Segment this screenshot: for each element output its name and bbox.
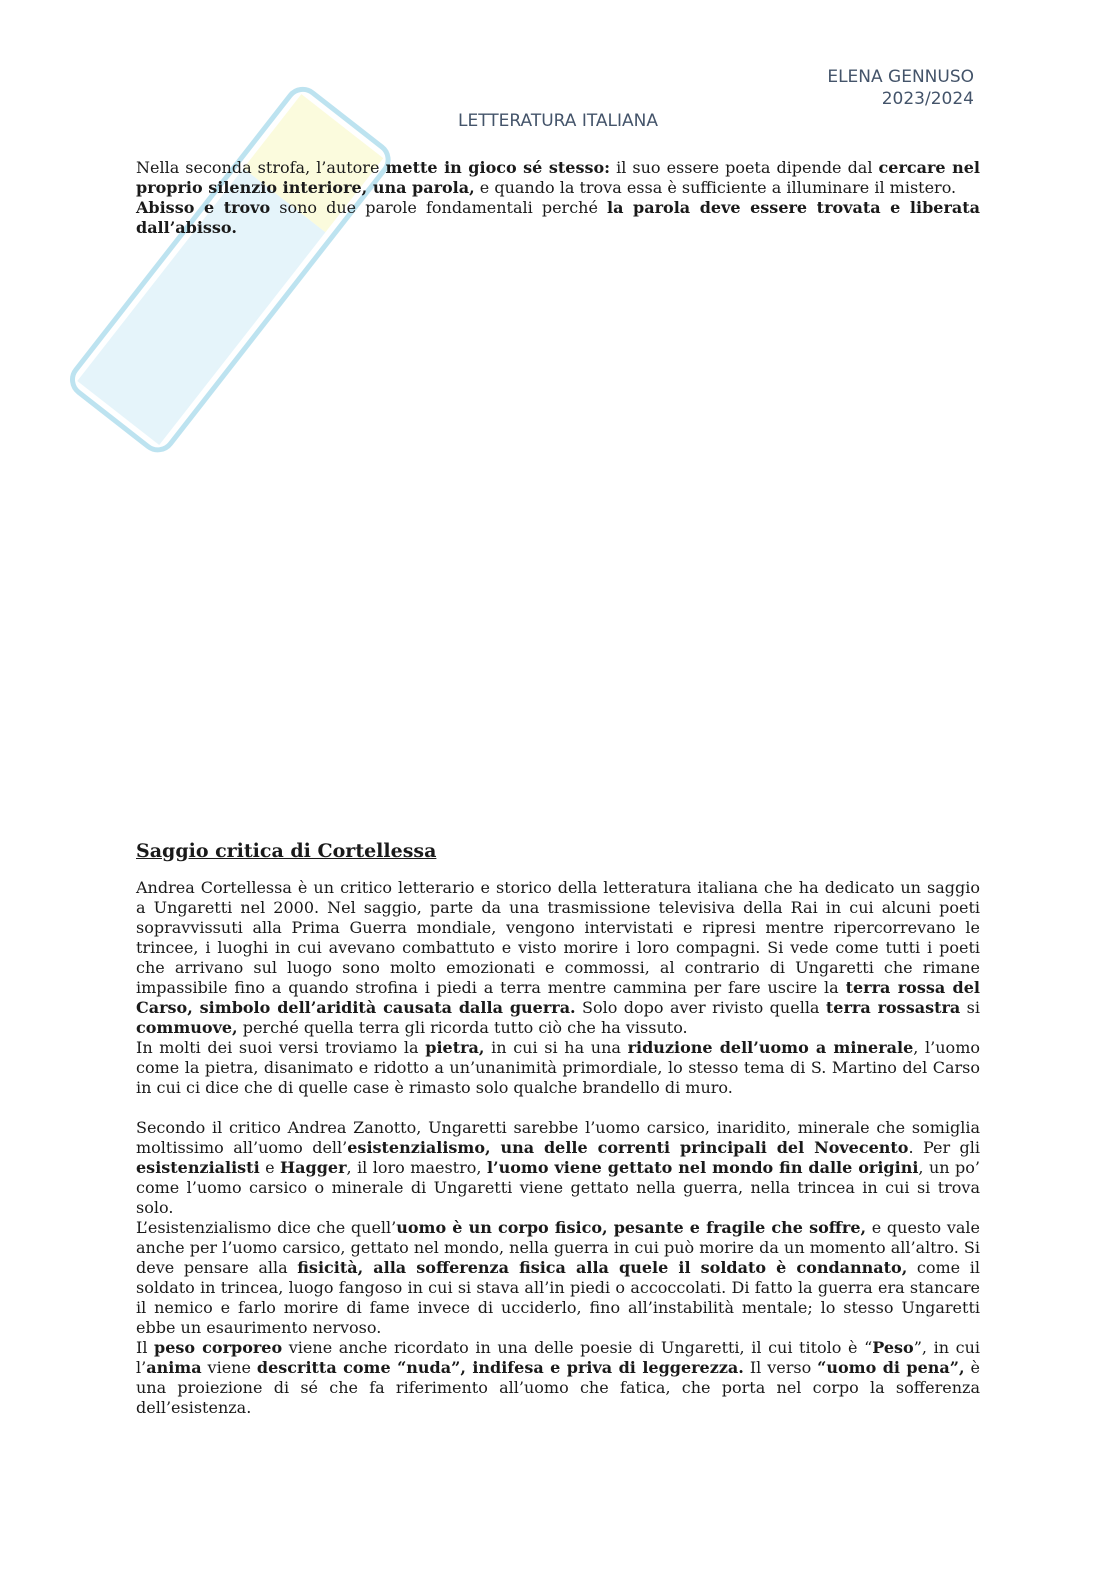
text-run: il suo essere poeta dipende dal [610,158,879,177]
text-run: Nella seconda strofa, l’autore [136,158,386,177]
bold-run: cercare nel proprio silenzio interiore, una parola, [136,158,981,197]
text-run: in cui si ha una [484,1038,628,1057]
bold-run: mette in gioco sé stesso: [385,158,611,177]
text-run: e questo vale anche per l’uomo carsico, gettato nel mondo, nella guerra in cui può morire da un momento all’altro. Si deve pensare alla [136,1218,981,1277]
paragraph [136,1218,980,1338]
text-run: Secondo il critico Andrea Zanotto, Ungaretti sarebbe l’uomo carsico, inaridito, minerale che somiglia moltissimo all’uomo dell’ [136,1118,980,1157]
intro-text [136,158,980,238]
text-run: L’esistenzialismo dice che quell’ [136,1218,397,1237]
bold-run: la parola deve essere trovata e liberata dall’abisso. [136,198,980,237]
text-run: , l’uomo come la pietra, disanimato e ridotto a un’unanimità primordiale, lo stesso tema di S. Martino del Carso in cui ci dice che di quelle case è rimasto solo qualche brandello di muro. [136,1038,980,1097]
bold-run: descritta come “nuda”, indifesa e priva di leggerezza. [256,1358,744,1377]
bold-run: “uomo di pena”, [817,1358,965,1377]
text-run: Solo dopo aver rivisto quella [575,998,826,1017]
bold-run: uomo è un corpo fisico, pesante e fragile che soffre, [396,1218,867,1237]
text-run: , il loro maestro, [346,1158,487,1177]
paragraph [136,878,980,1038]
text-run: viene anche ricordato in una delle poesie di Ungaretti, il cui titolo è “ [282,1338,873,1357]
paragraph [136,198,980,238]
text-run: ”, in cui l’ [136,1338,981,1377]
text-run: Il verso [743,1358,818,1377]
author-name: ELENA GENNUSO [827,67,974,87]
paragraph [136,1038,980,1098]
text-run: come il soldato in trincea, luogo fangoso in cui si stava all’in piedi o accoccolati. Di fatto la guerra era stancare il nemico e farlo morire di fame invece di ucciderlo, fino all’instabilità mentale; lo stesso Ungaretti ebbe un esaurimento nervoso. [136,1258,980,1337]
bold-run: peso corporeo [154,1338,283,1357]
text-run: e [259,1158,281,1177]
text-run: viene [201,1358,257,1377]
section-body [136,878,980,1418]
paragraph [136,158,980,198]
text-run: si [960,998,981,1017]
bold-run: esistenzialismo, una delle correnti principali del Novecento [347,1138,909,1157]
text-run: sono due parole fondamentali perché [270,198,608,217]
text-run: e quando la trova essa è sufficiente a illuminare il mistero. [474,178,957,197]
watermark-frame [66,83,395,456]
section-heading: Saggio critica di Cortellessa [136,840,437,862]
text-run: , un po’ come l’uomo carsico o minerale di Ungaretti viene gettato nella guerra, nella trincea in cui si trova solo. [136,1158,980,1217]
academic-year: 2023/2024 [881,89,974,109]
bold-run: Abisso e trovo [136,198,271,217]
course-title: LETTERATURA ITALIANA [457,111,658,131]
text-run: In molti dei suoi versi troviamo la [136,1038,426,1057]
bold-run: fisicità, alla sofferenza fisica alla quele il soldato è condannato, [297,1258,908,1277]
text-run: Andrea Cortellessa è un critico letterario e storico della letteratura italiana che ha dedicato un saggio a Ungaretti nel 2000. Nel saggio, parte da una trasmissione televisiva della Rai in cui alcuni poeti sopravvissuti alla Prima Guerra mondiale, vengono intervistati e ripresi mentre ripercorrevano le trincee, i luoghi in cui avevano combattuto e visto morire i loro compagni. Si vede come tutti i poeti che arrivano sul luogo sono molto emozionati e commossi, al contrario di Ungaretti che rimane impassibile fino a quando strofina i piedi a terra mentre cammina per fare uscire la [136,878,980,997]
text-run: perché quella terra gli ricorda tutto ciò che ha vissuto. [237,1018,688,1037]
bold-run: commuove, [136,1018,238,1037]
text-run: è una proiezione di sé che fa riferimento all’uomo che fatica, che porta nel corpo la sofferenza dell’esistenza. [136,1358,981,1417]
bold-run: terra rossa del Carso, simbolo dell’aridità causata dalla guerra. [136,978,981,1017]
bold-run: terra rossastra [825,998,961,1017]
text-run: Il [136,1338,155,1357]
paragraph [136,1338,980,1418]
bold-run: esistenzialisti [136,1158,260,1177]
bold-run: pietra, [425,1038,485,1057]
paragraph-spacer [136,1098,980,1118]
paragraph [136,1118,980,1218]
header-author-block [827,66,974,110]
bold-run: Peso [872,1338,914,1357]
bold-run: anima [146,1358,202,1377]
bold-run: Hagger [280,1158,347,1177]
text-run: . Per gli [908,1138,980,1157]
bold-run: l’uomo viene gettato nel mondo fin dalle origini [486,1158,919,1177]
bold-run: riduzione dell’uomo a minerale [627,1038,914,1057]
